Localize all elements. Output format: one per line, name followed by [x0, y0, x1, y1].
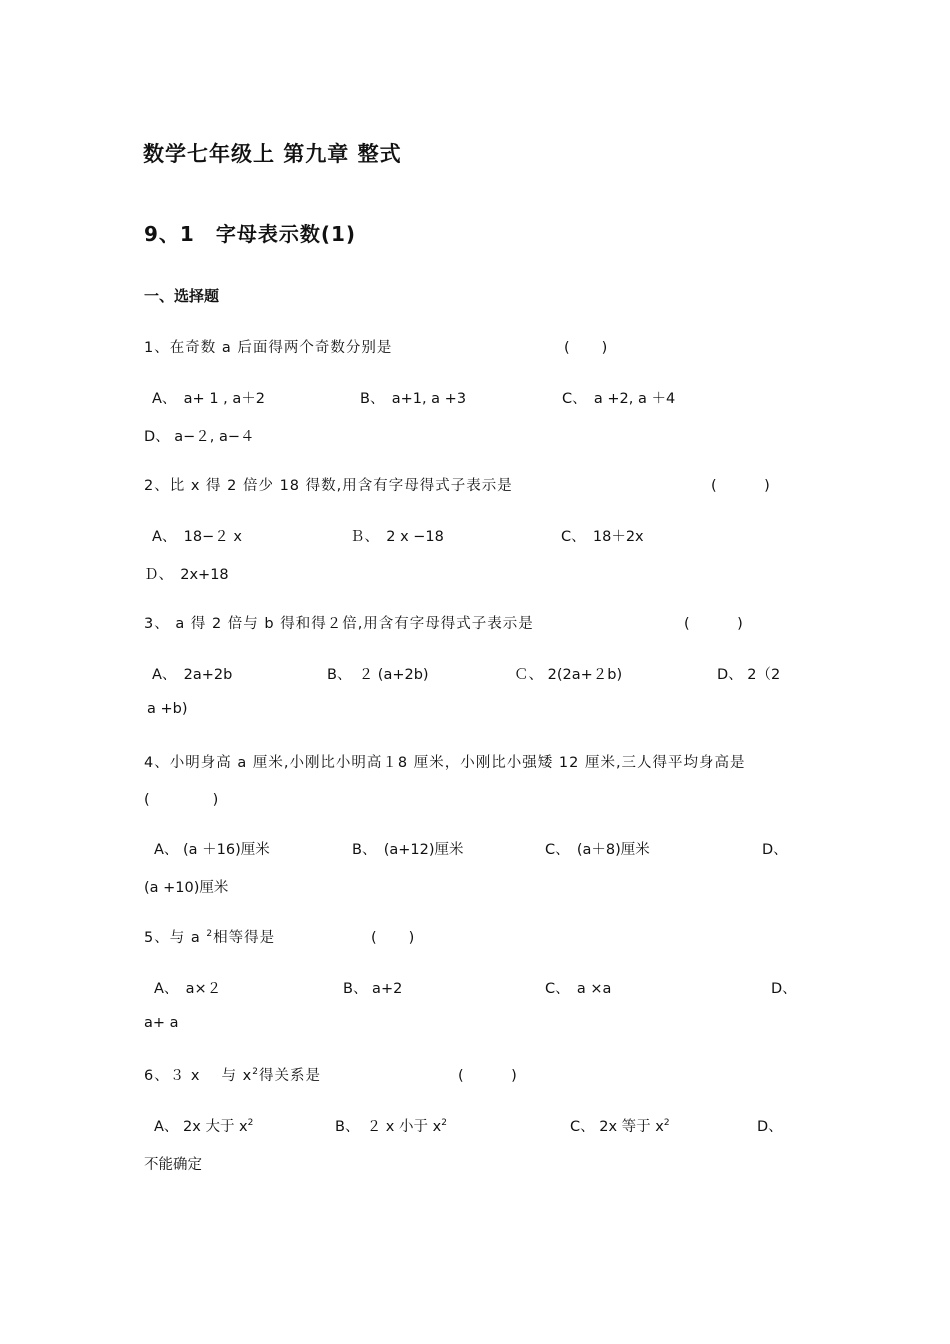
stem-text: 得关系是	[258, 1068, 321, 1084]
question-stem: 2、比 x 得 2 倍少 18 得数,用含有字母得式子表示是	[144, 478, 513, 494]
option-b	[335, 1115, 447, 1136]
option-text: C、 2x 等于 x	[570, 1119, 664, 1135]
document-title: 数学七年级上 第九章 整式	[143, 142, 402, 166]
option-d-continued: a +b)	[147, 701, 188, 717]
option-c: C、 a +2, a ＋4	[562, 391, 676, 407]
option-c: Ｃ、 2(2a+２b)	[514, 667, 623, 683]
answer-paren: ( )	[711, 478, 771, 494]
question-stem	[144, 1064, 321, 1085]
option-d: D、	[757, 1119, 783, 1135]
answer-paren: ( )	[684, 616, 744, 632]
option-d-continued: 不能确定	[144, 1157, 202, 1173]
answer-paren: ( )	[458, 1068, 518, 1084]
option-d: D、 2（2	[717, 667, 781, 683]
superscript: 2	[247, 1118, 254, 1128]
option-d: Ｄ、 2x+18	[144, 567, 229, 583]
stem-text: 5、与 a	[144, 930, 207, 946]
question-stem: 3、 a 得 2 倍与 b 得和得２倍,用含有字母得式子表示是	[144, 616, 534, 632]
option-c: C、 a ×a	[545, 981, 612, 997]
option-b: B、 ２ (a+2b)	[327, 667, 429, 683]
option-a: A、 (a ＋16)厘米	[154, 842, 270, 858]
option-b: B、 (a+12)厘米	[352, 842, 464, 858]
option-b: Ｂ、 2 x −18	[350, 529, 444, 545]
option-d-continued: (a +10)厘米	[144, 880, 229, 896]
superscript: 2	[252, 1067, 259, 1077]
option-a: A、 18−２ x	[152, 529, 242, 545]
option-d-continued: a+ a	[144, 1015, 179, 1031]
question-stem: 1、在奇数 a 后面得两个奇数分别是	[144, 340, 393, 356]
option-d: D、 a−２, a−４	[144, 429, 255, 445]
superscript: 2	[206, 929, 214, 939]
question-stem: 4、小明身高 a 厘米,小刚比小明高１8 厘米，小刚比小强矮 12 厘米,三人得平均身高是	[144, 755, 746, 771]
stem-text: 6、３ x 与 x	[144, 1068, 253, 1084]
option-text: B、 ２ x 小于 x	[335, 1119, 442, 1135]
option-d: D、	[762, 842, 788, 858]
answer-paren: ( )	[564, 340, 609, 356]
option-a: A、 2a+2b	[152, 667, 233, 683]
option-a: A、 a×２	[154, 981, 222, 997]
option-a: A、 a+ 1 , a＋2	[152, 391, 265, 407]
answer-paren: ( )	[144, 792, 220, 808]
question-stem	[144, 926, 275, 947]
superscript: 2	[663, 1118, 670, 1128]
superscript: 2	[441, 1118, 447, 1128]
option-b: B、 a+1, a +3	[360, 391, 467, 407]
answer-paren: ( )	[371, 930, 416, 946]
stem-text: 相等得是	[213, 930, 276, 946]
part-heading: 一、选择题	[144, 287, 220, 305]
option-b: B、 a+2	[343, 981, 403, 997]
option-text: A、 2x 大于 x	[154, 1119, 248, 1135]
option-c	[570, 1115, 670, 1136]
option-c: C、 (a＋8)厘米	[545, 842, 650, 858]
option-a	[154, 1115, 253, 1136]
section-heading: 9、1 字母表示数(1)	[144, 222, 357, 246]
option-c: C、 18＋2x	[561, 529, 644, 545]
option-d: D、	[771, 981, 797, 997]
